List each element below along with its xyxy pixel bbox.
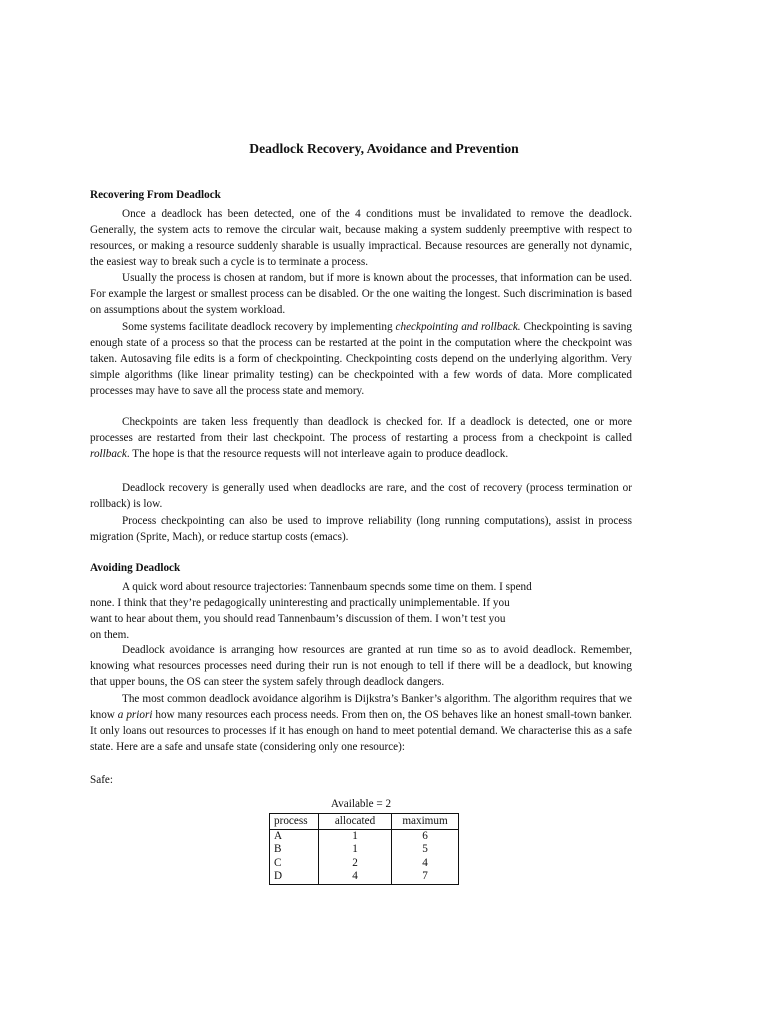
cell-process: A: [270, 829, 319, 843]
cell-process: D: [270, 870, 319, 884]
table-row: [270, 870, 459, 884]
emphasis-rollback: rollback: [90, 447, 127, 460]
paragraph-recovering-5: Deadlock recovery is generally used when deadlocks are rare, and the cost of recovery (process termination or rollback) is low.: [90, 482, 632, 510]
quote-line: A quick word about resource trajectories: Tannenbaum specnds some time on them. I spend: [122, 581, 532, 593]
paragraph-text: how many resources each process needs. From then on, the OS behaves like an honest small-town banker. It only loans out resources to processes if it has enough on hand to meet potential demand. We characterise this as a safe state. Here are a safe and unsafe state (considering only one resource):: [90, 708, 632, 753]
paragraph-text: Usually the process is chosen at random, but if more is known about the processes, that information can be used. For example the largest or smallest process can be disabled. Or the one waiting the longest. Such discrimination is based on assumptions about the system workload.: [90, 272, 632, 316]
cell-maximum: 4: [422, 856, 428, 869]
cell-process: C: [270, 857, 319, 871]
emphasis-a-priori: a priori: [117, 708, 153, 721]
paragraph-recovering-2: [90, 271, 632, 319]
paragraph-text: Some systems facilitate deadlock recovery by implementing: [122, 321, 396, 333]
paragraph-recovering-3: [90, 320, 632, 400]
paragraph-text: Checkpoints are taken less frequently than deadlock is checked for. If a deadlock is detected, one or more processes are restarted from their last checkpoint. The process of restarting a process from a checkpoint is called: [90, 416, 632, 444]
paragraph-recovering-1: Once a deadlock has been detected, one of the 4 conditions must be invalidated to remove the deadlock. Generally, the system acts to remove the circular wait, because making a system suddenly preemptive with respect to resources, or making a resource suddenly sharable is usually impractical. Because resources are generally not dynamic, the easiest way to break such a cycle is to terminate a process.: [90, 208, 632, 268]
column-header-process: process: [270, 814, 319, 830]
page-title: Deadlock Recovery, Avoidance and Prevention: [249, 141, 519, 156]
table-row: [270, 857, 459, 871]
paragraph-recovering-4: [90, 415, 632, 463]
cell-maximum: 5: [422, 843, 428, 856]
cell-maximum: 6: [422, 829, 428, 842]
paragraph-avoiding-1: Deadlock avoidance is arranging how resources are granted at run time so as to avoid deadlock. Remember, knowing what resources processes need during their run is not enough to tell if there will be a deadlock, but knowing that upper bouns, the OS can steer the system safely through deadlock dangers.: [90, 644, 632, 688]
resource-table: [269, 813, 459, 885]
column-header-allocated: allocated: [319, 814, 392, 830]
section-heading-avoiding: Avoiding Deadlock: [90, 562, 181, 574]
column-header-maximum: maximum: [392, 814, 459, 830]
paragraph-avoiding-2: [90, 692, 632, 756]
cell-allocated: 2: [319, 857, 392, 871]
cell-maximum: 7: [422, 870, 428, 883]
paragraph-text: The most common deadlock avoidance algorihm is Dijkstra’s Banker’s algorithm. The algorithm requires that we know: [90, 693, 632, 721]
table-row: [270, 829, 459, 843]
aside-quote: [90, 580, 612, 644]
quote-line: none. I think that they’re pedagogically uninteresting and practically unimplementable. If you: [90, 596, 510, 609]
cell-allocated: 1: [319, 829, 392, 843]
paragraph-recovering-6: Process checkpointing can also be used to improve reliability (long running computations), assist in process migration (Sprite, Mach), or reduce startup costs (emacs).: [90, 515, 632, 543]
safe-label: Safe:: [90, 774, 113, 786]
table-row: [270, 843, 459, 857]
table-caption: Available = 2: [330, 798, 392, 810]
cell-allocated: 1: [319, 843, 392, 857]
cell-allocated: 4: [319, 870, 392, 884]
quote-line: want to hear about them, you should read Tannenbaum’s discussion of them. I won’t test you: [90, 612, 506, 625]
paragraph-text: . The hope is that the resource requests will not interleave again to produce deadlock.: [126, 447, 509, 460]
cell-process: B: [270, 843, 319, 857]
quote-line: on them.: [90, 628, 130, 641]
paragraph-text: Checkpointing is saving enough state of a process so that the process can be restarted at the point in the computation where the checkpoint was taken. Autosaving file edits is a form of checkpointing. Checkpointing costs depend on the underlying algorithm. Very simple algorithms (like linear primality testing) can be checkpointed with a few words of data. More complicated processes may have to save all the process state and memory.: [90, 321, 632, 397]
table-header-row: [270, 814, 459, 830]
emphasis-checkpointing: checkpointing and rollback.: [395, 321, 521, 333]
section-heading-recovering: Recovering From Deadlock: [90, 189, 221, 201]
